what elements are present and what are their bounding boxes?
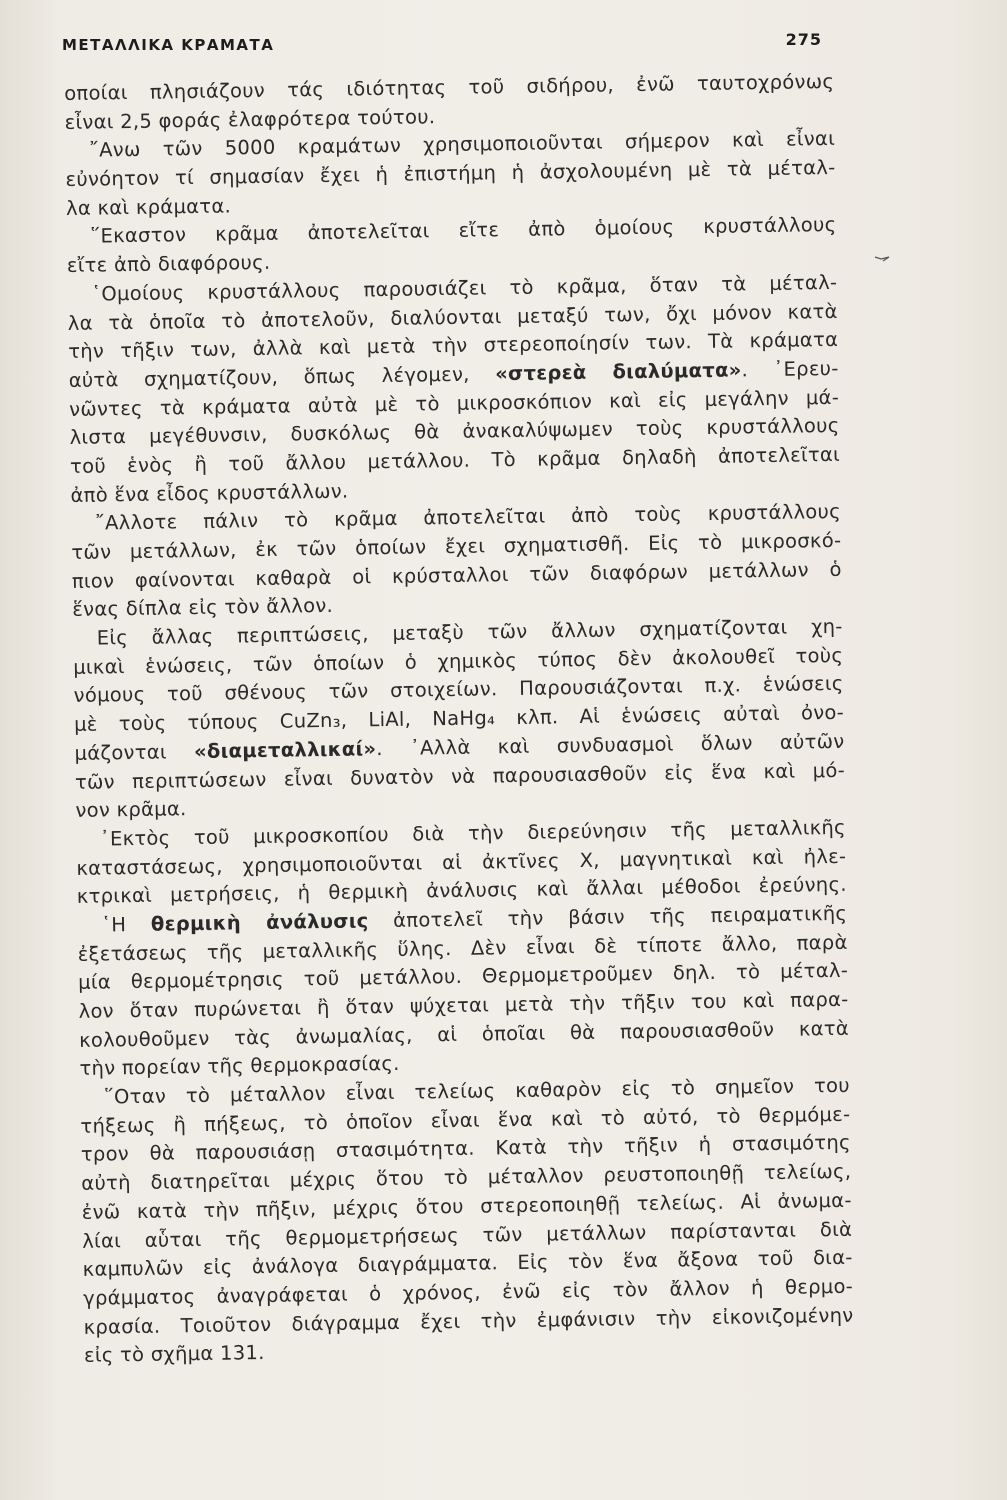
running-head: ΜΕΤΑΛΛΙΚΑ ΚΡΑΜΑΤΑ [62,36,275,54]
bold-term: «διαμεταλλικαί» [193,736,377,763]
text-line: ἕνας δίπλα εἰς τὸν ἄλλον. [72,594,334,622]
text-line: τήξεως ἢ πήξεως, τὸ ὁποῖον εἶναι ἕνα καὶ τὸ αὐτό, τὸ θερμόμε- [80,1102,851,1138]
page-header [62,30,822,60]
text-line: οποίαι πλησιάζουν τάς ιδιότητας τοῦ σιδήρου, ἐνῶ ταυτοχρόνως [64,69,835,105]
text-line: Εἰς ἄλλας περιπτώσεις, μεταξὺ τῶν ἄλλων σχηματίζονται χη- [96,614,843,650]
text-line: λον ὅταν πυρώνεται ἢ ὅταν ψύχεται μετὰ τὴν τῆξιν του καὶ παρα- [78,987,849,1023]
text-line: ἐξετάσεως τῆς μεταλλικῆς ὕλης. Δὲν εἶναι δὲ τίποτε ἄλλο, παρὰ [77,930,848,966]
text-line: ἐνῶ κατὰ τὴν πῆξιν, μέχρις ὅτου στερεοποιηθῇ τελείως. Αἱ ἀνωμα- [81,1188,852,1224]
text-line: κτρικαὶ μετρήσεις, ἡ θερμικὴ ἀνάλυσις καὶ ἄλλαι μέθοδοι ἐρεύνης. [76,873,847,909]
body-text [64,68,854,1371]
text-line: κολουθοῦμεν τὰς ἀνωμαλίας, αἱ ὁποῖαι θὰ παρουσιασθοῦν κατὰ [78,1016,850,1052]
text-line: νον κρᾶμα. [75,797,187,823]
text-line: τοῦ ἑνὸς ἢ τοῦ ἄλλου μετάλλου. Τὸ κρᾶμα δηλαδὴ ἀποτελεῖται [69,442,841,478]
text-line: ῾Η θερμικὴ ἀνάλυσις ἀποτελεῖ τὴν βάσιν τῆς πειραματικῆς [101,901,848,937]
text-line: νῶντες τὰ κράματα αὐτὰ μὲ τὸ μικροσκόπιον καὶ εἰς μεγάλην μά- [68,385,840,421]
text-line: μικαὶ ἑνώσεις, τῶν ὁποίων ὁ χημικὸς τύπος δὲν ἀκολουθεῖ τοὺς [73,643,844,679]
text-line: εὐνόητον τί σημασίαν ἔχει ἡ ἐπιστήμη ἡ ἀσχολουμένη μὲ τὰ μέταλ- [65,155,836,192]
page-number: 275 [785,30,822,49]
text-line: τρον θὰ παρουσιάσῃ στασιμότητα. Κατὰ τὴν τῆξιν ἡ στασιμότης [80,1131,851,1167]
text-line: τῶν μετάλλων, ἐκ τῶν ὁποίων ἔχει σχηματισθῆ. Εἰς τὸ μικροσκό- [71,528,842,564]
text-line: ῞Εκαστον κρᾶμα ἀποτελεῖται εἴτε ἀπὸ ὁμοίους κρυστάλλους [90,213,837,249]
text-line: ῾Ομοίους κρυστάλλους παρουσιάζει τὸ κρᾶμα, ὅταν τὰ μέταλ- [91,270,838,306]
text-line: τῶν περιπτώσεων εἶναι δυνατὸν νὰ παρουσιασθοῦν εἰς ἕνα καὶ μό- [74,758,846,794]
text-line: ῞Οταν τὸ μέταλλον εἶναι τελείως καθαρὸν εἰς τὸ σημεῖον του [103,1073,851,1109]
text-line: πιον φαίνονται καθαρὰ οἱ κρύσταλλοι τῶν διαφόρων μετάλλων ὁ [71,557,842,593]
text-line: ῎Αλλοτε πάλιν τὸ κρᾶμα ἀποτελεῖται ἀπὸ τοὺς κρυστάλλους [94,500,842,535]
text-line: ᾿Εκτὸς τοῦ μικροσκοπίου διὰ τὴν διερεύνησιν τῆς μεταλλικῆς [99,815,847,851]
margin-mark-icon [874,256,890,262]
text-line: κρασία. Τοιοῦτον διάγραμμα ἔχει τὴν ἐμφάνισιν τὴν εἰκονιζομένην [83,1303,854,1339]
text-line: λίαι αὗται τῆς θερμομετρήσεως τῶν μετάλλων παρίστανται διὰ [82,1217,853,1253]
text-line: εἶναι 2,5 φοράς ἐλαφρότερα τούτου. [64,104,436,134]
text-line: νόμους τοῦ σθένους τῶν στοιχείων. Παρουσιάζονται π.χ. ἑνώσεις [73,672,844,708]
text-line: μάζονται «διαμεταλλικαί». ᾿Αλλὰ καὶ συνδυασμοὶ ὅλων αὐτῶν [74,729,845,765]
text-line: αὐτὰ σχηματίζουν, ὅπως λέγομεν, «στερεὰ διαλύματα». ᾿Ερευ- [68,356,839,392]
text-line: καταστάσεως, χρησιμοποιοῦνται αἱ ἀκτῖνες Χ, μαγνητικαὶ καὶ ἠλε- [76,844,847,880]
text-line: μία θερμομέτρησις τοῦ μετάλλου. Θερμομετροῦμεν δηλ. τὸ μέταλ- [78,959,849,995]
text-line: μὲ τοὺς τύπους CuZn₃, LiAl, NaHg₄ κλπ. Αἱ ἑνώσεις αὐταὶ ὀνο- [73,700,845,737]
text-line: ἀπὸ ἕνα εἶδος κρυστάλλων. [70,479,349,507]
bold-term: «στερεὰ διαλύματα» [494,358,742,386]
text-line: λιστα μεγέθυνσιν, δυσκόλως θὰ ἀνακαλύψωμεν τοὺς κρυστάλλους [69,414,840,450]
text-line: εἴτε ἀπὸ διαφόρους. [66,250,271,278]
text-line: λα τὰ ὁποῖα τὸ ἀποτελοῦν, διαλύονται μεταξύ των, ὄχι μόνον κατὰ [67,299,838,335]
text-line: γράμματος ἀναγράφεται ὁ χρόνος, ἐνῶ εἰς τὸν ἄλλον ἡ θερμο- [82,1274,854,1310]
text-line: τὴν τῆξιν των, ἀλλὰ καὶ μετὰ τὴν στερεοποίησίν των. Τὰ κράματα [68,328,839,364]
text-line: αὐτὴ διατηρεῖται μέχρις ὅτου τὸ μέταλλον ρευστοποιηθῇ τελείως, [81,1159,852,1195]
text-line: λα καὶ κράματα. [65,194,232,220]
bold-term: θερμικὴ ἀνάλυσις [150,909,369,936]
text-line: τὴν πορείαν τῆς θερμοκρασίας. [79,1052,400,1081]
text-line: ῎Ανω τῶν 5000 κραμάτων χρησιμοποιοῦνται σήμερον καὶ εἶναι [88,127,836,162]
text-line: καμπυλῶν εἰς ἀνάλογα διαγράμματα. Εἰς τὸν ἕνα ἄξονα τοῦ δια- [82,1245,853,1282]
text-line: εἰς τὸ σχῆμα 131. [83,1341,265,1368]
